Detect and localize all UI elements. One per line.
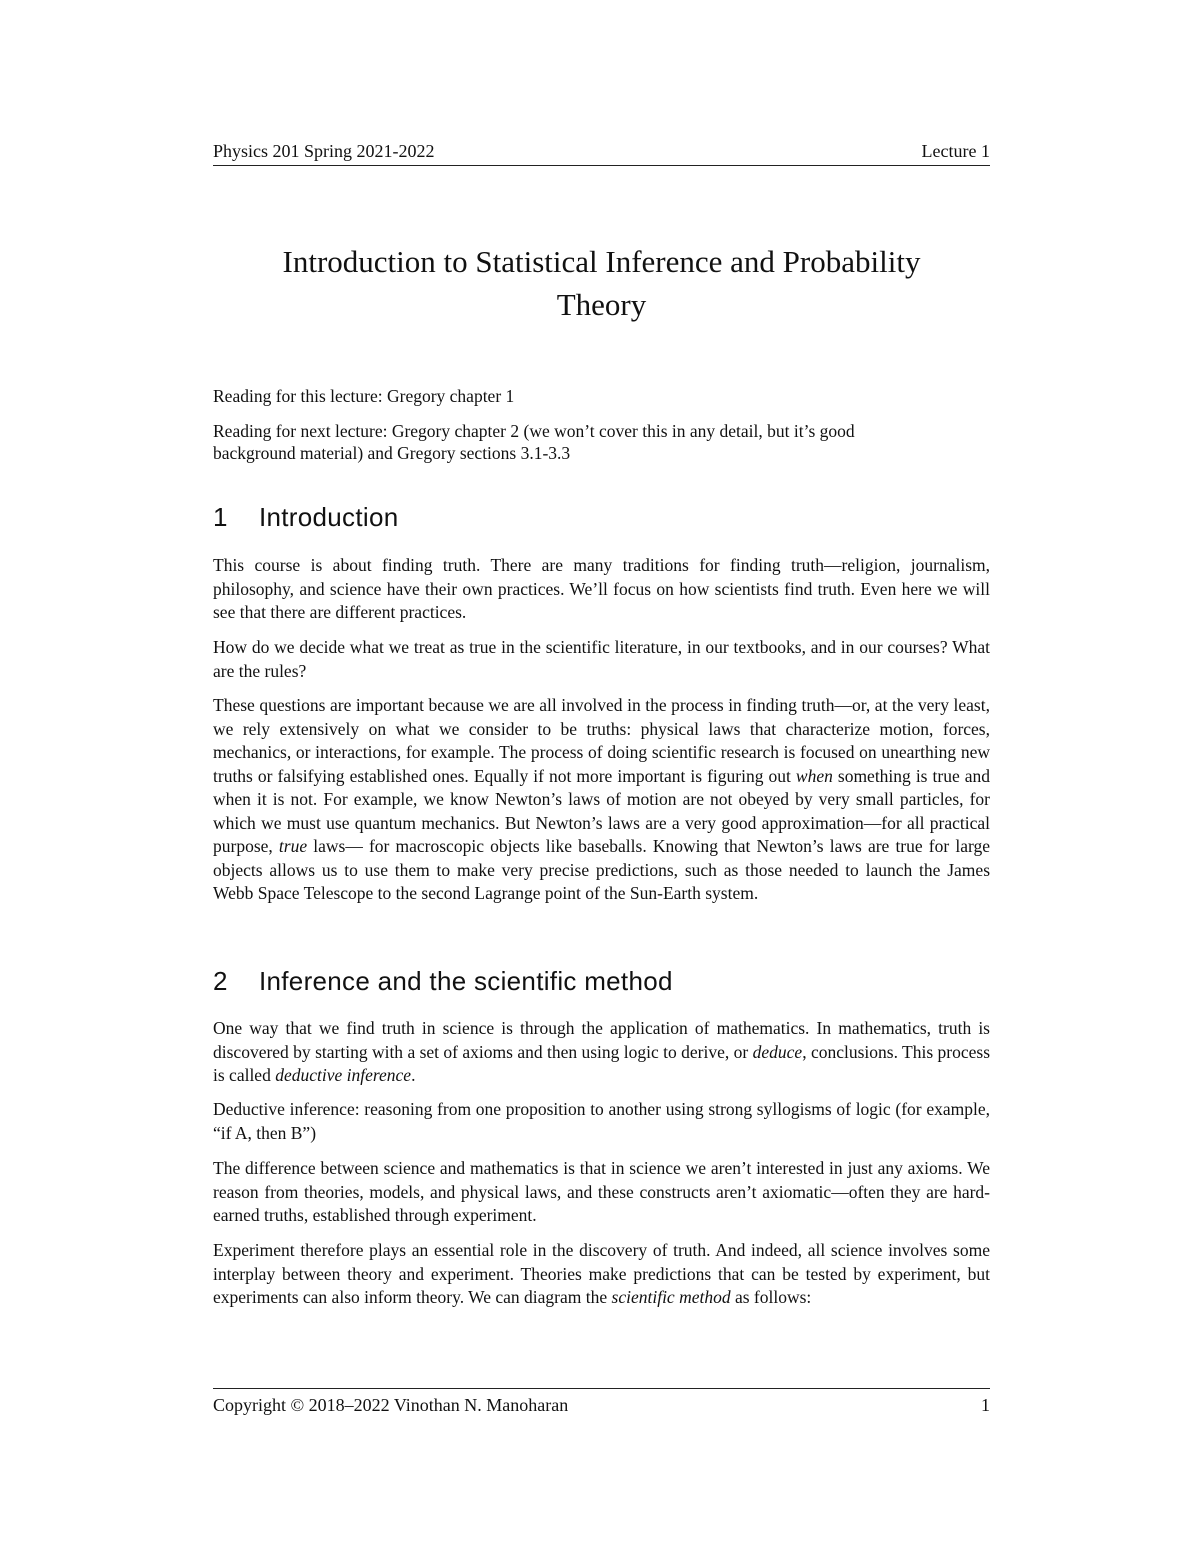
s2p4-text-b: as follows: [730,1287,812,1307]
s2p1-text-b: , conclusions. This process is called [213,1041,990,1085]
page-footer [213,1388,990,1415]
document-title [213,240,990,326]
s2p1-emphasis-deduce: deduce [752,1041,803,1062]
section-2-paragraph-4 [213,1239,990,1310]
lecture-label: Lecture 1 [921,141,990,161]
section-2-paragraph-3: The difference between science and mathematics is that in science we aren’t interested in just any axioms. We reason from theories, models, and physical laws, and these constructs aren’t axiomatic—often they are hard-earned truths, established through experiment. [213,1158,990,1225]
reading-this-lecture: Reading for this lecture: Gregory chapter 1 [213,386,515,406]
s1p3-emphasis-when: when [795,765,833,786]
section-1-heading [213,502,990,533]
title-line-1: Introduction to Statistical Inference and Probability [282,244,921,279]
copyright-notice: Copyright © 2018–2022 Vinothan N. Manoharan [213,1395,569,1415]
section-1-title: Introduction [259,502,399,532]
section-1-paragraph-1: This course is about finding truth. There are many traditions for finding truth—religion, journalism, philosophy, and science have their own practices. We’ll focus on how scientists find truth. Even here we will see that there are different practices. [213,555,990,622]
s1p3-text-c: laws— for macroscopic objects like baseballs. Knowing that Newton’s laws are true for large objects allows us to use them to make very precise predictions, such as those needed to launch the James Webb Space Telescope to the second Lagrange point of the Sun-Earth system. [213,836,990,903]
s1p3-text-a: These questions are important because we are all involved in the process in finding truth—or, at the very least, we rely extensively on what we consider to be truths: physical laws that characterize motion, forces, mechanics, or interactions, for example. The process of doing scientific research is focused on unearthing new truths or falsifying established ones. Equally if not more important is figuring out [213,695,990,786]
reading-next-line-2: background material) and Gregory sections 3.1-3.3 [213,443,571,463]
section-2-definition: Deductive inference: reasoning from one proposition to another using strong syllogisms of logic (for example, “if A, then B”) [213,1099,990,1143]
section-1-number: 1 [213,502,228,532]
course-label: Physics 201 Spring 2021-2022 [213,141,435,161]
section-1-paragraph-2: How do we decide what we treat as true in the scientific literature, in our textbooks, and in our courses? What are the rules? [213,637,990,681]
reading-next-line-1: Reading for next lecture: Gregory chapter 2 (we won’t cover this in any detail, but it’s good [213,421,855,441]
s2p1-emphasis-deductive-inference: deductive inference [275,1065,412,1085]
section-2-number: 2 [213,966,228,996]
s2p1-text-a: One way that we find truth in science is through the application of mathematics. In mathematics, truth is discovered by starting with a set of axioms and then using logic to derive, or [213,1018,990,1062]
reading-next-lecture [213,420,990,464]
section-2-paragraph-1 [213,1017,990,1088]
s1p3-text-b: something is true and when it is not. For example, we know Newton’s laws of motion are not obeyed by very small particles, for which we must use quantum mechanics. But Newton’s laws are a very good approximation—for all practical purpose, [213,765,991,856]
s2p4-emphasis-scientific-method: scientific method [611,1287,731,1307]
section-2-title: Inference and the scientific method [259,966,673,996]
section-1-paragraph-3 [213,694,990,906]
s1p3-emphasis-true: true [278,836,308,856]
title-line-2: Theory [556,287,647,322]
section-2-heading [213,966,990,997]
page-number: 1 [981,1395,990,1415]
s2p4-text-a: Experiment therefore plays an essential role in the discovery of truth. And indeed, all science involves some interplay between theory and experiment. Theories make predictions that can be tested by experiment, but experiments can also inform theory. We can diagram the [213,1240,990,1307]
page-header [213,141,990,166]
s2p1-text-c: . [411,1065,416,1085]
